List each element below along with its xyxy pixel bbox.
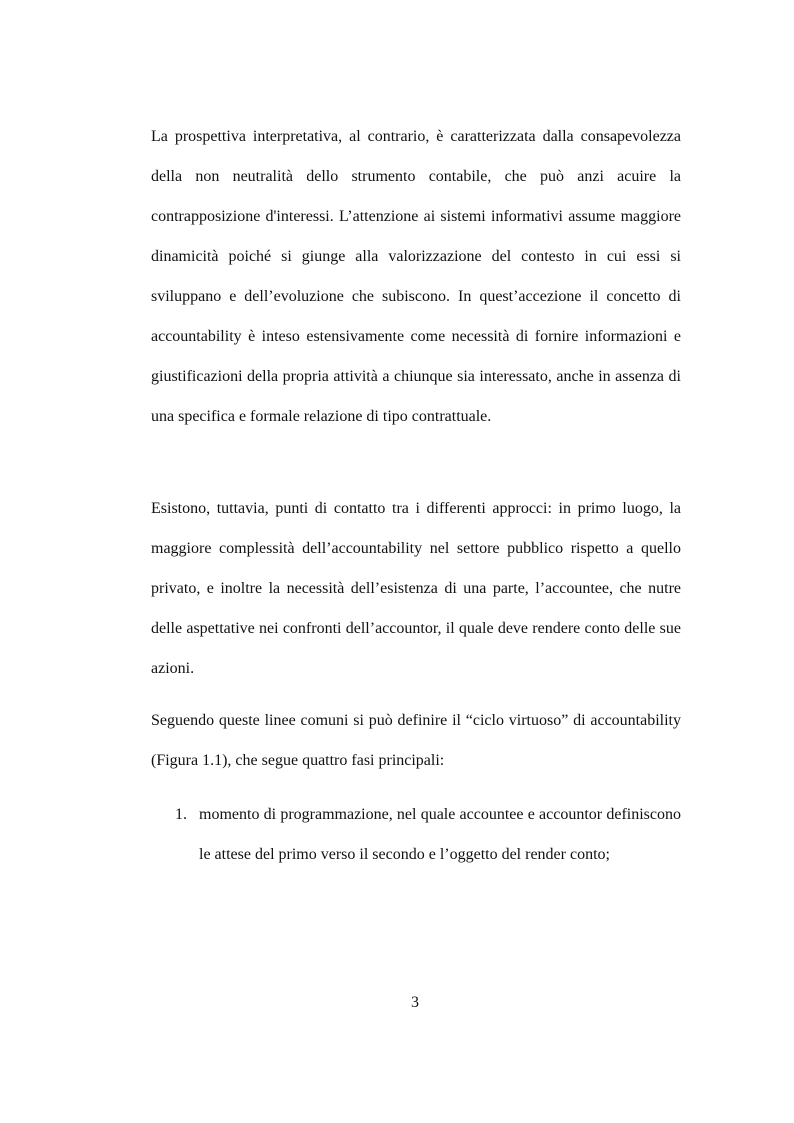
paragraph-interpretive-perspective: La prospettiva interpretativa, al contrario, è caratterizzata dalla consapevolezza della non neutralità dello strumento contabile, che può anzi acuire la contrapposizione d'interessi. L’attenzione ai sistemi informativi assume maggiore dinamicità poiché si giunge alla valorizzazione del contesto in cui essi si sviluppano e dell’evoluzione che subiscono. In quest’accezione il concetto di accountability è inteso estensivamente come necessità di fornire informazioni e giustificazioni della propria attività a chiunque sia interessato, anche in assenza di una specifica e formale relazione di tipo contrattuale.: [151, 128, 681, 425]
list-item-text: momento di programmazione, nel quale accountee e accountor definiscono le attese del primo verso il secondo e l’oggetto del render conto;: [199, 806, 681, 863]
phases-list: [151, 795, 681, 875]
list-item: [151, 795, 681, 875]
paragraph-contact-points: Esistono, tuttavia, punti di contatto tra i differenti approcci: in primo luogo, la maggiore complessità dell’accountability nel settore pubblico rispetto a quello privato, e inoltre la necessità dell’esistenza di una parte, l’accountee, che nutre delle aspettative nei confronti dell’accountor, il quale deve rendere conto delle sue azioni.: [151, 500, 681, 677]
page-number: 3: [411, 994, 419, 1011]
paragraph-virtuous-cycle: Seguendo queste linee comuni si può definire il “ciclo virtuoso” di accountability (Figura 1.1), che segue quattro fasi principali:: [151, 712, 681, 769]
list-item-number: 1.: [175, 806, 187, 823]
